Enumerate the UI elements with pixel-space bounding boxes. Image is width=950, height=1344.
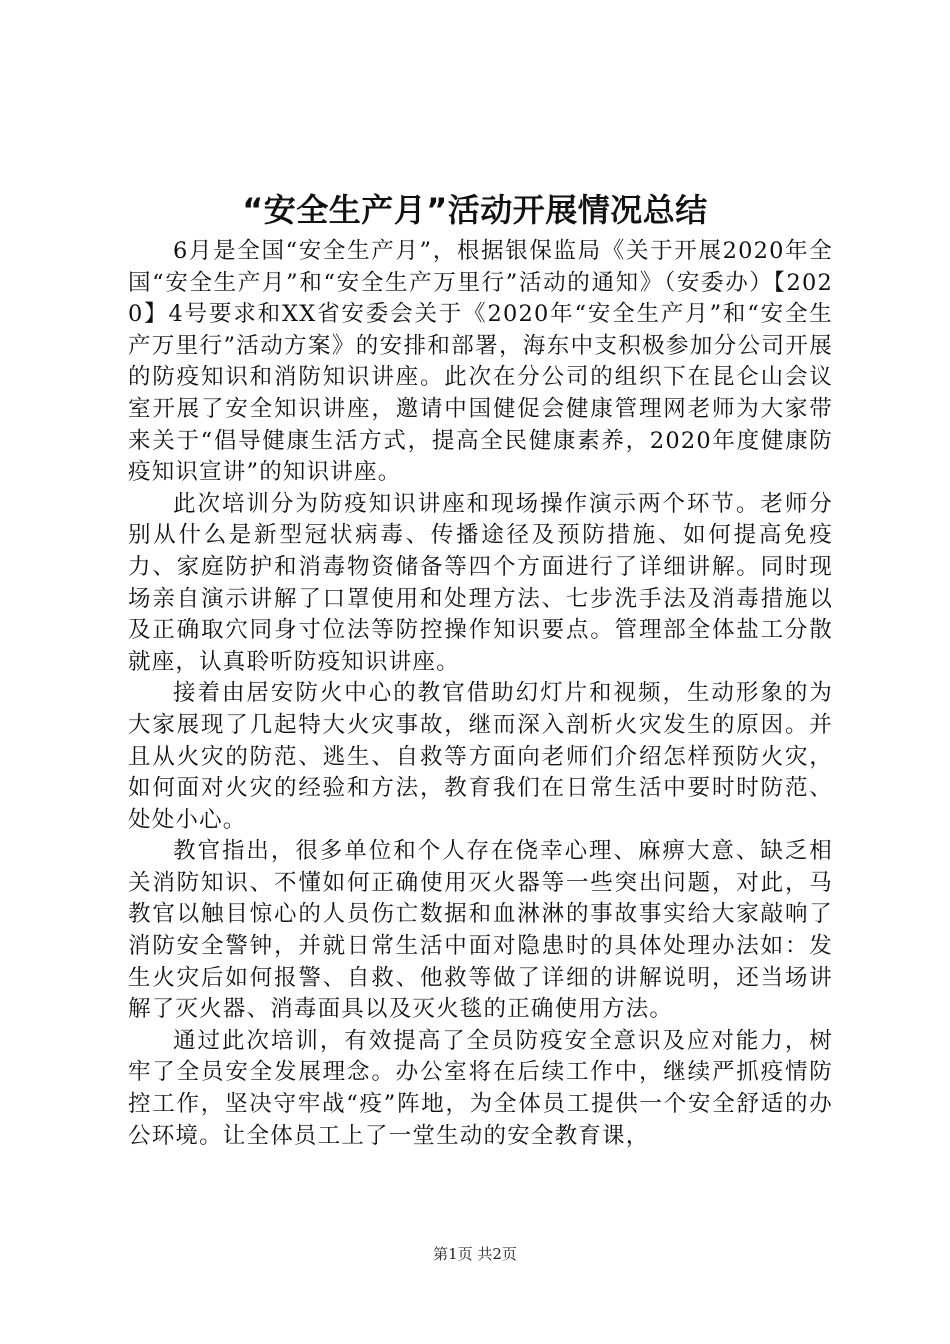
document-title: “安全生产月”活动开展情况总结 (242, 191, 708, 229)
document-body (128, 236, 833, 1152)
page-footer: 第1页 共2页 (433, 1245, 517, 1263)
paragraph-4: 教官指出，很多单位和个人存在侥幸心理、麻痹大意、缺乏相关消防知识、不懂如何正确使用灭火器等一些突出问题，对此，马教官以触目惊心的人员伤亡数据和血淋淋的事故事实给大家敲响了消防安全警钟，并就日常生活中面对隐患时的具体处理办法如：发生火灾后如何报警、自救、他救等做了详细的讲解说明，还当场讲解了灭火器、消毒面具以及灭火毯的正确使用方法。 (128, 838, 833, 1023)
paragraph-5: 通过此次培训，有效提高了全员防疫安全意识及应对能力，树牢了全员安全发展理念。办公室将在后续工作中，继续严抓疫情防控工作，坚决守牢战“疫”阵地，为全体员工提供一个安全舒适的办公环境。让全体员工上了一堂生动的安全教育课， (128, 1027, 833, 1149)
paragraph-1: 6月是全国“安全生产月”，根据银保监局《关于开展2020年全国“安全生产月”和“安全生产万里行”活动的通知》（安委办）【2020】4号要求和XX省安委会关于《2020年“安全生产月”和“安全生产万里行”活动方案》的安排和部署，海东中支积极参加分公司开展的防疫知识和消防知识讲座。此次在分公司的组织下在昆仑山会议室开展了安全知识讲座，邀请中国健促会健康管理网老师为大家带来关于“倡导健康生活方式，提高全民健康素养，2020年度健康防疫知识宣讲”的知识讲座。 (128, 238, 833, 486)
paragraph-2: 此次培训分为防疫知识讲座和现场操作演示两个环节。老师分别从什么是新型冠状病毒、传播途径及预防措施、如何提高免疫力、家庭防护和消毒物资储备等四个方面进行了详细讲解。同时现场亲自演示讲解了口罩使用和处理方法、七步洗手法及消毒措施以及正确取穴同身寸位法等防控操作知识要点。管理部全体盐工分散就座，认真聆听防疫知识讲座。 (128, 490, 833, 675)
paragraph-3: 接着由居安防火中心的教官借助幻灯片和视频，生动形象的为大家展现了几起特大火灾事故，继而深入剖析火灾发生的原因。并且从火灾的防范、逃生、自救等方面向老师们介绍怎样预防火灾，如何面对火灾的经验和方法，教育我们在日常生活中要时时防范、处处小心。 (128, 680, 833, 833)
